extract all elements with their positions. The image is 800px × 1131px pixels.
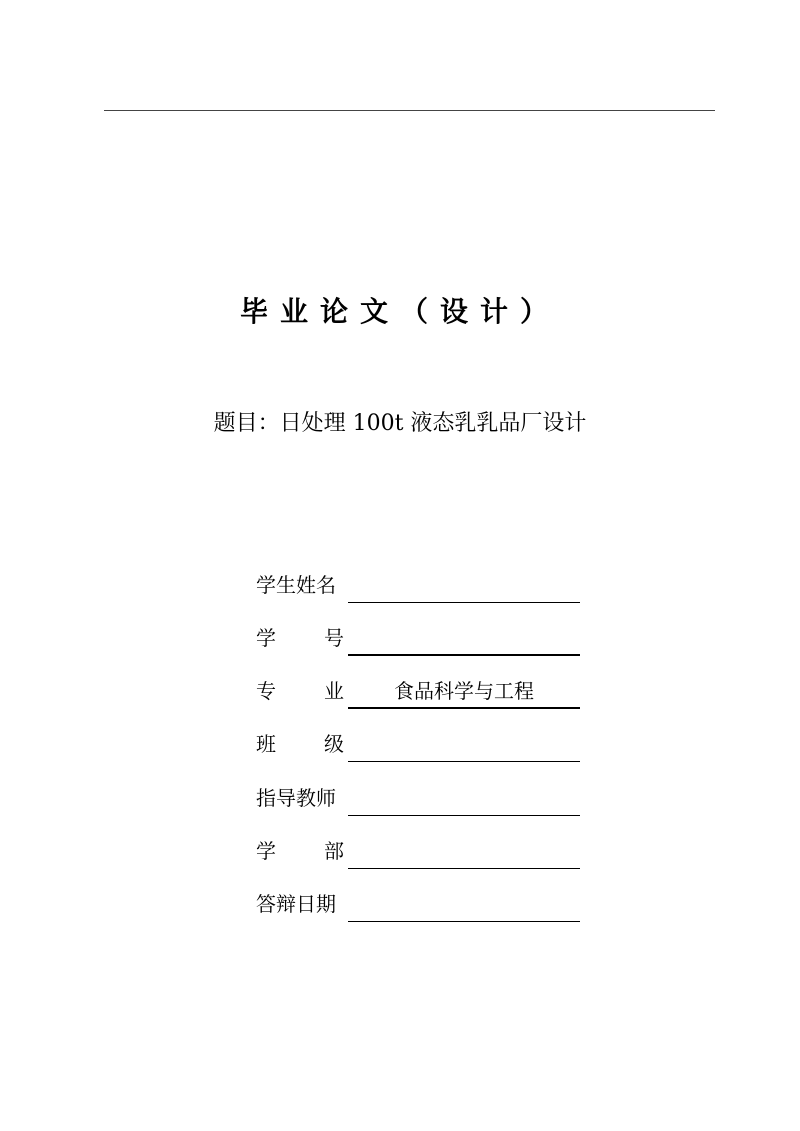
department-field[interactable] bbox=[348, 833, 580, 869]
defense-date-field[interactable] bbox=[348, 886, 580, 922]
field-label bbox=[256, 620, 344, 656]
field-label-char: 学 bbox=[256, 626, 276, 650]
field-label-char: 专 bbox=[256, 679, 276, 703]
field-label-char: 业 bbox=[324, 679, 344, 703]
field-label-char: 学 bbox=[256, 839, 276, 863]
field-label: 指导教师 bbox=[256, 786, 336, 810]
field-student-id bbox=[256, 620, 586, 656]
field-label-char: 级 bbox=[324, 732, 344, 756]
document-title: 毕业论文（设计） bbox=[239, 295, 560, 328]
student-id-field[interactable] bbox=[348, 620, 580, 656]
student-name-field[interactable] bbox=[348, 567, 580, 603]
major-field[interactable]: 食品科学与工程 bbox=[348, 673, 580, 709]
field-defense-date bbox=[256, 886, 586, 922]
field-department bbox=[256, 833, 586, 869]
field-major bbox=[256, 673, 586, 709]
field-label: 学生姓名 bbox=[256, 573, 336, 597]
field-label-char: 部 bbox=[324, 839, 344, 863]
advisor-field[interactable] bbox=[348, 780, 580, 816]
field-label bbox=[256, 673, 344, 709]
thesis-topic: 题目：日处理 100t 液态乳乳品厂设计 bbox=[213, 411, 587, 436]
class-field[interactable] bbox=[348, 726, 580, 762]
field-label-char: 号 bbox=[324, 626, 344, 650]
field-advisor bbox=[256, 780, 586, 816]
field-student-name bbox=[256, 567, 586, 603]
field-label: 答辩日期 bbox=[256, 892, 336, 916]
field-label-char: 班 bbox=[256, 732, 276, 756]
field-class bbox=[256, 726, 586, 762]
header-rule bbox=[104, 110, 715, 111]
field-label bbox=[256, 833, 344, 869]
field-label bbox=[256, 726, 344, 762]
